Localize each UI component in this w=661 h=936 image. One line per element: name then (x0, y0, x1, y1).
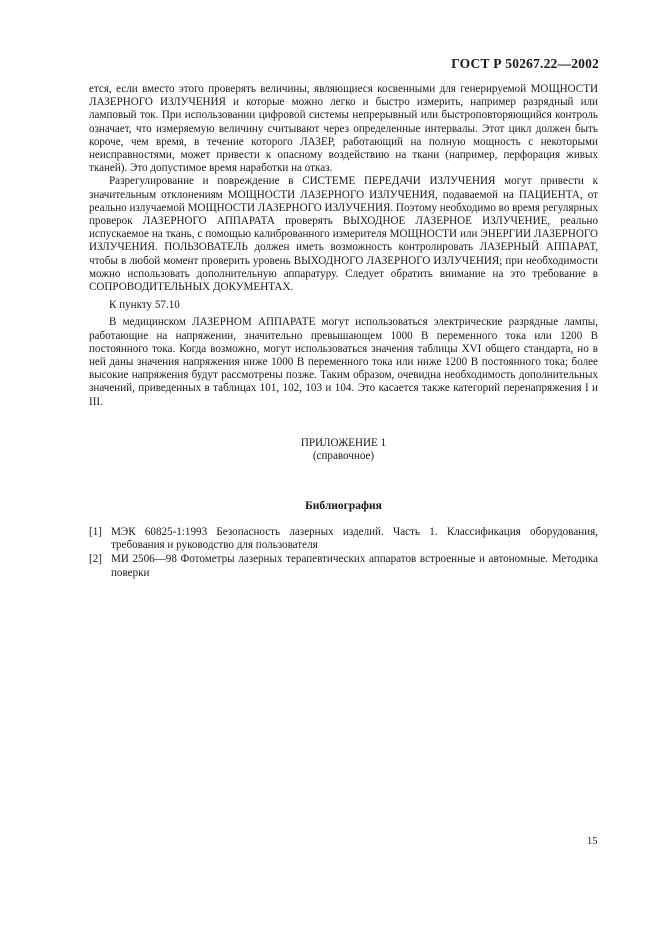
bibliography-number: [1] (89, 526, 102, 538)
page-number: 15 (587, 836, 598, 847)
body-text (89, 83, 598, 409)
bibliography-text: МИ 2506—98 Фотометры лазерных терапевтических аппаратов встроенные и автономные. Методика поверки (111, 553, 598, 579)
bibliography-item (89, 553, 598, 579)
paragraph-continuation: ется, если вместо этого проверять величины, являющиеся косвенными для генерируемой МОЩНОСТИ ЛАЗЕРНОГО ИЗЛУЧЕНИЯ и которые можно легко и быстро измерить, например разрядный или ламповый ток. При использовании цифровой системы непрерывный или быстроповторяющийся контроль означает, что измеряемую величину считывают через определенные интервалы. Этот цикл должен быть короче, чем время, в течение которого ЛАЗЕР, работающий на полную мощность с некоторыми неисправностями, может привести к опасному воздействию на ткани (например, перфорация живых тканей). Это допустимое время наработки на отказ. (89, 83, 598, 175)
clause-reference: К пункту 57.10 (109, 299, 180, 312)
bibliography-number: [2] (89, 553, 102, 566)
bibliography-title: Библиография (305, 500, 382, 512)
appendix-title: ПРИЛОЖЕНИЕ 1 (300, 437, 387, 449)
standard-header: ГОСТ Р 50267.22—2002 (451, 56, 599, 71)
bibliography-list (89, 526, 598, 581)
bibliography-text: МЭК 60825-1:1993 Безопасность лазерных изделий. Часть 1. Классификация оборудования, требования и руководство для пользователя (111, 526, 598, 552)
paragraph-discharge-lamps: В медицинском ЛАЗЕРНОМ АППАРАТЕ могут использоваться электрические разрядные лампы, работающие на напряжении, значительно превышающем 1000 В переменного тока или 1200 В постоянного тока. Когда возможно, могут использоваться значения таблицы XVI общего стандарта, но в ней даны значения напряжения ниже 1000 В переменного тока или ниже 1200 В постоянного тока; более высокие напряжения будут рассмотрены позже. Таким образом, очевидна необходимость дополнительных значений, приведенных в таблицах 101, 102, 103 и 104. Это касается также категорий перенапряжения I и III. (89, 316, 598, 408)
appendix-heading (89, 437, 598, 463)
paragraph-misalignment: Разрегулирование и повреждение в СИСТЕМЕ ПЕРЕДАЧИ ИЗЛУЧЕНИЯ могут привести к значительным отклонениям МОЩНОСТИ ЛАЗЕРНОГО ИЗЛУЧЕНИЯ, подаваемой на ПАЦИЕНТА, от реально излучаемой МОЩНОСТИ ЛАЗЕРНОГО ИЗЛУЧЕНИЯ. Поэтому необходимо во время регулярных проверок ЛАЗЕРНОГО АППАРАТА проверять ВЫХОДНОЕ ЛАЗЕРНОЕ ИЗЛУЧЕНИЕ, реально испускаемое на ткань, с помощью калиброванного измерителя МОЩНОСТИ или ЭНЕРГИИ ЛАЗЕРНОГО ИЗЛУЧЕНИЯ. ПОЛЬЗОВАТЕЛЬ должен иметь возможность контролировать ЛАЗЕРНЫЙ АППАРАТ, чтобы в любой момент проверить уровень ВЫХОДНОГО ЛАЗЕРНОГО ИЗЛУЧЕНИЯ; при необходимости можно использовать дополнительную аппаратуру. Следует обратить внимание на это требование в СОПРОВОДИТЕЛЬНЫХ ДОКУМЕНТАХ. (89, 175, 598, 294)
bibliography-item (89, 526, 598, 552)
appendix-subtitle: (справочное) (312, 450, 375, 462)
